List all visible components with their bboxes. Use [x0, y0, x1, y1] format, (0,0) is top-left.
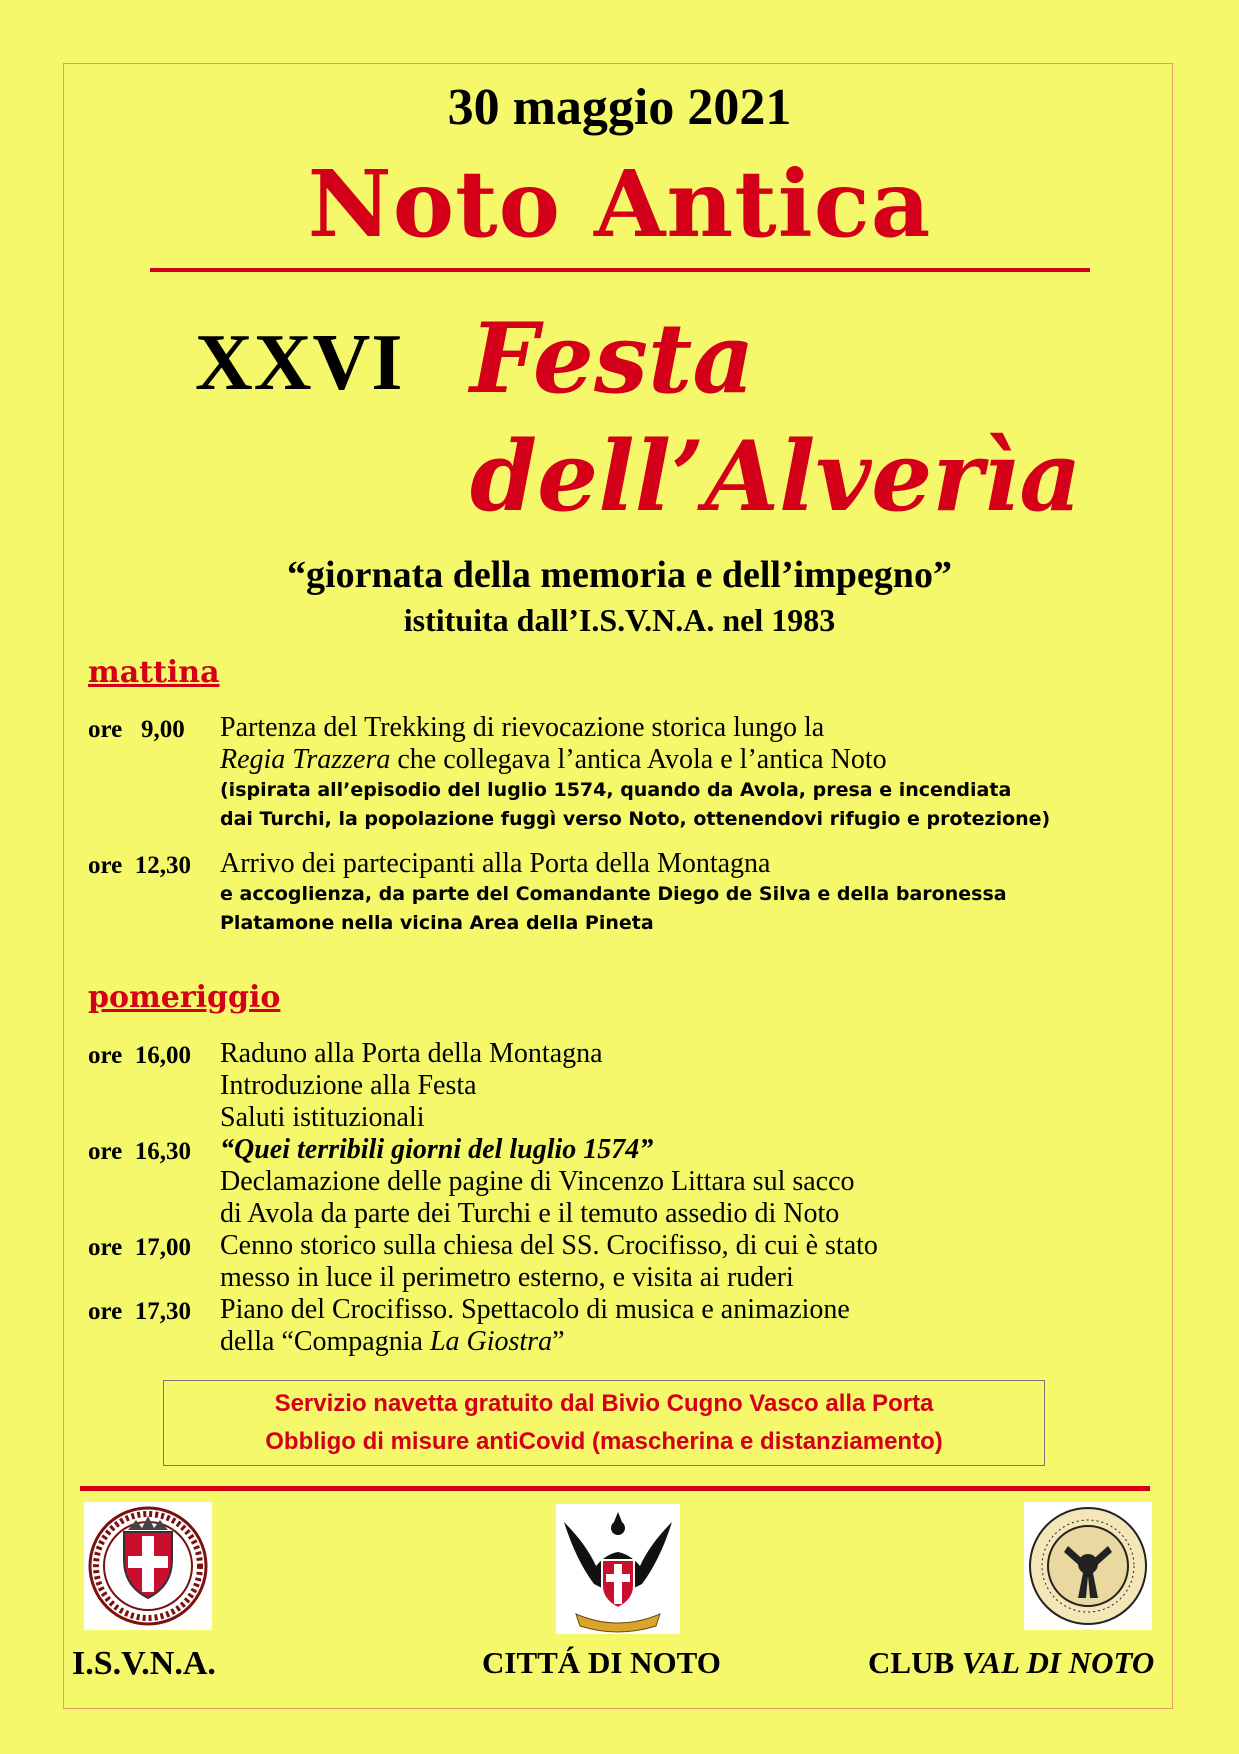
- event-line: “Quei terribili giorni del luglio 1574”: [220, 1134, 654, 1165]
- event-line: Declamazione delle pagine di Vincenzo Littara sul sacco: [220, 1166, 855, 1197]
- edition-number: XXVI: [195, 319, 404, 407]
- festa-title-line2: dell’Alverìa: [470, 420, 1082, 533]
- event-line: messo in luce il perimetro esterno, e visita ai ruderi: [220, 1262, 794, 1293]
- event-time: ore 17,30: [88, 1298, 191, 1325]
- org-club-name: VAL DI NOTO: [961, 1645, 1155, 1680]
- org-citta-di-noto: CITTÁ DI NOTO: [482, 1645, 721, 1680]
- event-note: (ispirata all’episodio del luglio 1574, quando da Avola, presa e incendiata: [220, 779, 1012, 801]
- section-afternoon: pomeriggio: [88, 980, 281, 1015]
- event-note: dai Turchi, la popolazione fuggì verso Noto, ottenendovi rifugio e protezione): [220, 808, 1051, 830]
- event-time: ore 16,30: [88, 1138, 191, 1165]
- org-club-val-di-noto: [868, 1645, 1154, 1681]
- event-note: Platamone nella vicina Area della Pineta: [220, 912, 654, 934]
- event-line-post: ”: [552, 1326, 565, 1357]
- event-description: [220, 1134, 1150, 1230]
- la-giostra-text: La Giostra: [429, 1326, 553, 1357]
- event-line: Raduno alla Porta della Montagna: [220, 1038, 603, 1069]
- org-isvna: I.S.V.N.A.: [72, 1645, 216, 1682]
- regia-trazzera-text: Regia Trazzera: [220, 744, 391, 775]
- event-line: Arrivo dei partecipanti alla Porta della Montagna: [220, 848, 771, 879]
- event-time: ore 9,00: [88, 716, 185, 743]
- event-line: di Avola da parte dei Turchi e il temuto assedio di Noto: [220, 1198, 840, 1229]
- motto: “giornata della memoria e dell’impegno”: [287, 554, 952, 596]
- instituted-note: istituita dall’I.S.V.N.A. nel 1983: [403, 602, 836, 638]
- event-description: [220, 848, 1150, 938]
- event-line: [220, 1326, 1150, 1358]
- event-date: 30 maggio 2021: [447, 79, 792, 136]
- event-description: [220, 1294, 1150, 1358]
- title-divider: [150, 268, 1090, 272]
- notice-box: [163, 1380, 1045, 1466]
- isvna-seal-icon: [84, 1502, 212, 1630]
- event-line: Cenno storico sulla chiesa del SS. Crocifisso, di cui è stato: [220, 1230, 878, 1261]
- notice-shuttle: Servizio navetta gratuito dal Bivio Cugno Vasco alla Porta: [274, 1390, 934, 1417]
- event-time: ore 12,30: [88, 852, 191, 879]
- event-line: [220, 744, 1150, 776]
- event-time: ore 16,00: [88, 1042, 191, 1069]
- event-line: Partenza del Trekking di rievocazione storica lungo la: [220, 712, 825, 743]
- event-note: e accoglienza, da parte del Comandante Diego de Silva e della baronessa: [220, 883, 1007, 905]
- citta-di-noto-eagle-icon: [556, 1504, 680, 1634]
- notice-covid: Obbligo di misure antiCovid (mascherina e distanziamento): [265, 1428, 943, 1455]
- main-title: Noto Antica: [307, 150, 932, 258]
- club-val-di-noto-logo-icon: [1024, 1502, 1152, 1630]
- event-line-pre: della “Compagnia: [220, 1326, 430, 1357]
- event-description: [220, 712, 1150, 834]
- footer-divider: [80, 1486, 1150, 1491]
- event-line: Piano del Crocifisso. Spettacolo di musica e animazione: [220, 1294, 850, 1325]
- festa-title-line1: Festa: [470, 302, 755, 415]
- org-club-prefix: CLUB: [868, 1645, 962, 1680]
- event-line-rest: che collegava l’antica Avola e l’antica Noto: [390, 744, 887, 775]
- event-line: Saluti istituzionali: [220, 1102, 425, 1133]
- event-description: [220, 1038, 1150, 1134]
- event-description: [220, 1230, 1150, 1294]
- section-morning: mattina: [88, 655, 220, 690]
- event-time: ore 17,00: [88, 1234, 191, 1261]
- event-line: Introduzione alla Festa: [220, 1070, 477, 1101]
